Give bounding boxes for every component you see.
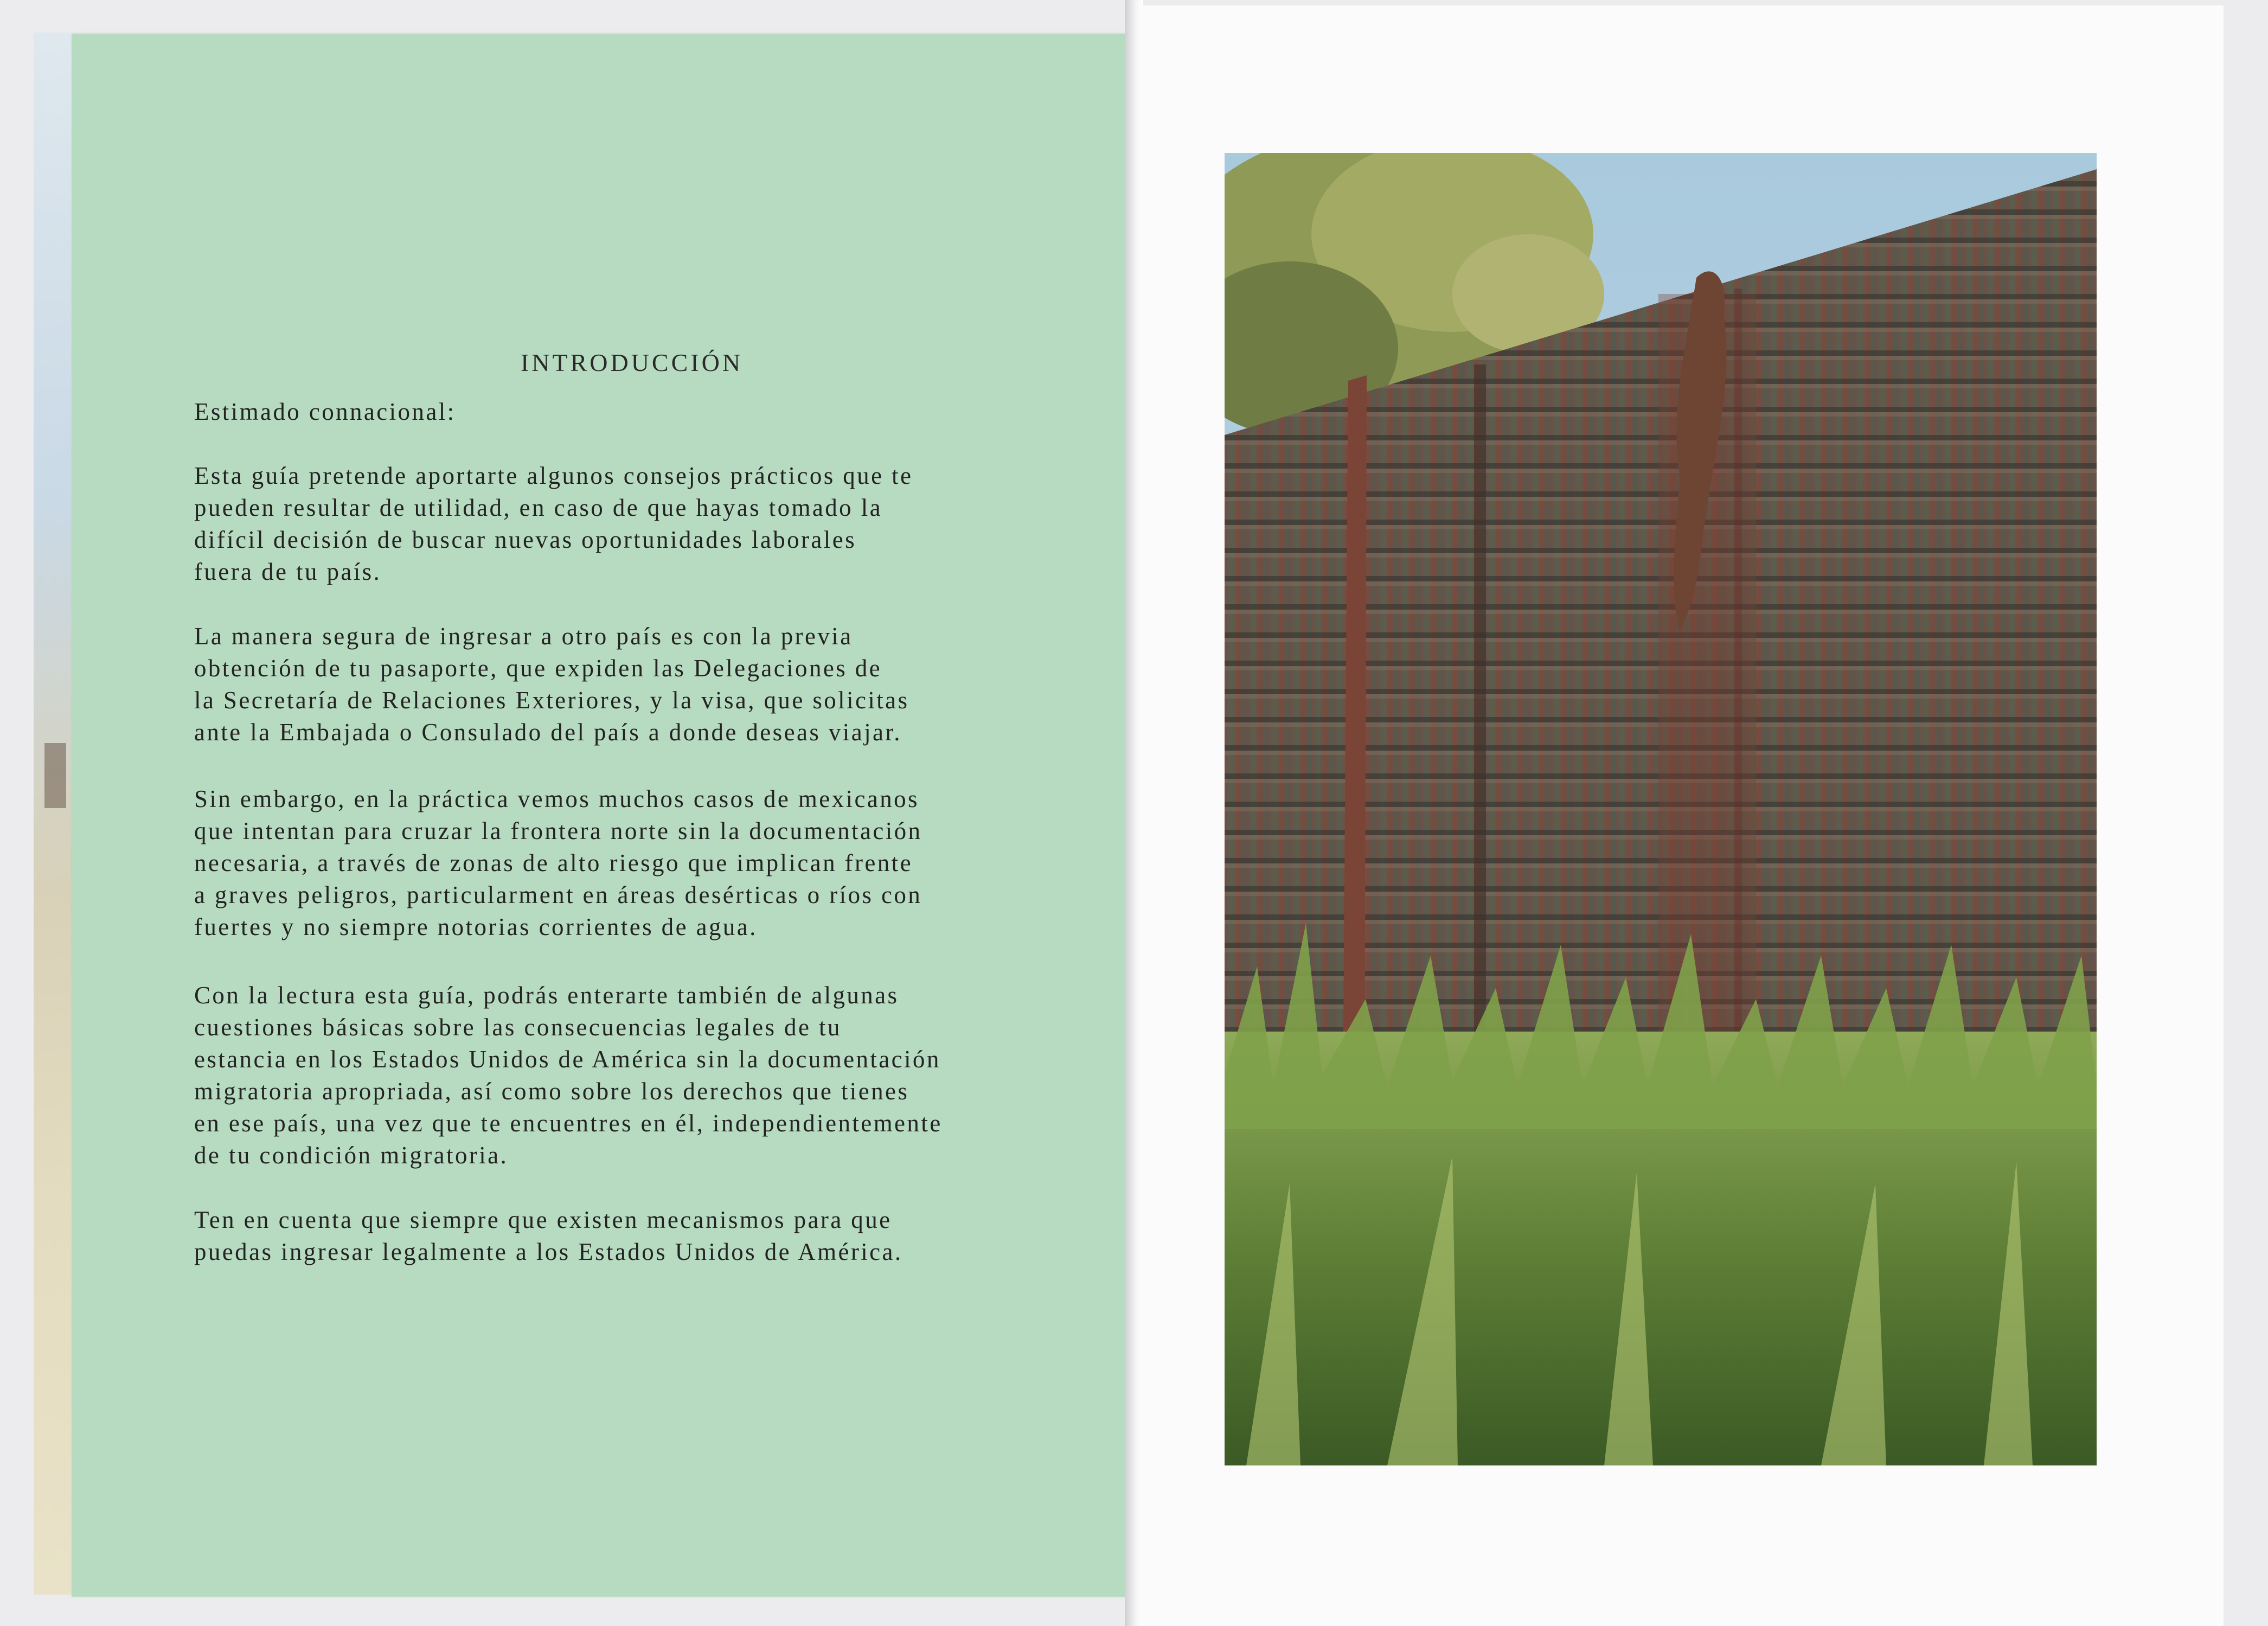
paragraph-4: Con la lectura esta guía, podrás enterarte también de algunas cuestiones básicas sobre las consecuencias legales de tu estancia en los Estados Unidos de América sin la documentación migratoria apropriada, así como sobre los derechos que tienes en ese país, una vez que te encuentres en él, independientemente de tu condición migratoria. <box>194 982 943 1169</box>
border-fence-photo <box>1225 153 2097 1465</box>
salutation: Estimado connacional: <box>194 398 456 425</box>
underlying-cover-edge <box>34 33 77 1595</box>
paragraph-2: La manera segura de ingresar a otro país es con la previa obtención de tu pasaporte, que expiden las Delegaciones de la Secretaría de Relaciones Exteriores, y la visa, que solicitas ante la Embajada o Consulado del país a donde deseas viajar. <box>194 623 909 746</box>
page-heading: INTRODUCCIÓN <box>520 349 744 376</box>
paragraph-5: Ten en cuenta que siempre que existen mecanismos para que puedas ingresar legalmente a los Estados Unidos de América. <box>194 1206 903 1265</box>
paragraph-1: Esta guía pretende aportarte algunos consejos prácticos que te pueden resultar de utilidad, en caso de que hayas tomado la difícil decisión de buscar nuevas oportunidades laborales fuera de tu país. <box>194 462 913 585</box>
paragraph-3: Sin embargo, en la práctica vemos muchos casos de mexicanos que intentan para cruzar la frontera norte sin la documentación necesaria, a través de zonas de alto riesgo que implican frente a graves peligros, particularment en áreas desérticas o ríos con fuertes y no siempre notorias corrientes de agua. <box>194 785 922 940</box>
